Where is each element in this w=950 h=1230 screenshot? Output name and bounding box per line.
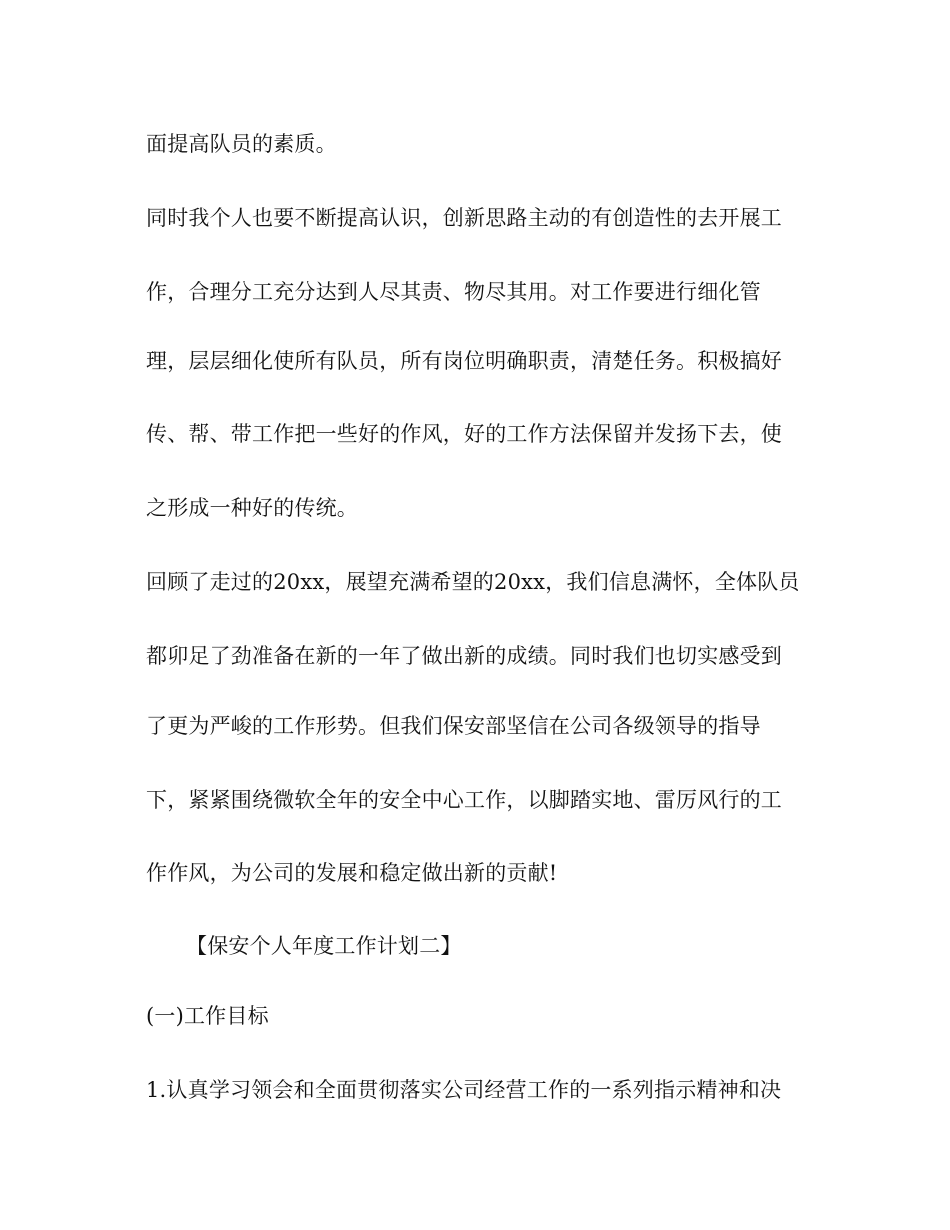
- text-line: 都卯足了劲准备在新的一年了做出新的成绩。同时我们也切实感受到: [146, 644, 782, 668]
- text-line: 了更为严峻的工作形势。但我们保安部坚信在公司各级领导的指导: [146, 714, 761, 738]
- text-line: 传、帮、带工作把一些好的作风，好的工作方法保留并发扬下去，使: [146, 422, 782, 446]
- section-heading: 【保安个人年度工作计划二】: [186, 934, 462, 958]
- text-line: 作作风，为公司的发展和稳定做出新的贡献!: [146, 861, 558, 885]
- text-line: 下，紧紧围绕微软全年的安全中心工作，以脚踏实地、雷厉风行的工: [146, 788, 782, 812]
- text-line: 作，合理分工充分达到人尽其责、物尽其用。对工作要进行细化管: [146, 280, 761, 304]
- text-line: 理，层层细化使所有队员，所有岗位明确职责，清楚任务。积极搞好: [146, 349, 782, 373]
- text-line: 1.认真学习领会和全面贯彻落实公司经营工作的一系列指示精神和决: [146, 1078, 782, 1102]
- text-line: 回顾了走过的20xx，展望充满希望的20xx，我们信息满怀，全体队员: [146, 570, 800, 594]
- text-line: 面提高队员的素质。: [146, 132, 337, 156]
- text-line: 之形成一种好的传统。: [146, 496, 358, 520]
- subsection-heading: (一)工作目标: [146, 1004, 269, 1028]
- text-line: 同时我个人也要不断提高认识，创新思路主动的有创造性的去开展工: [146, 206, 782, 230]
